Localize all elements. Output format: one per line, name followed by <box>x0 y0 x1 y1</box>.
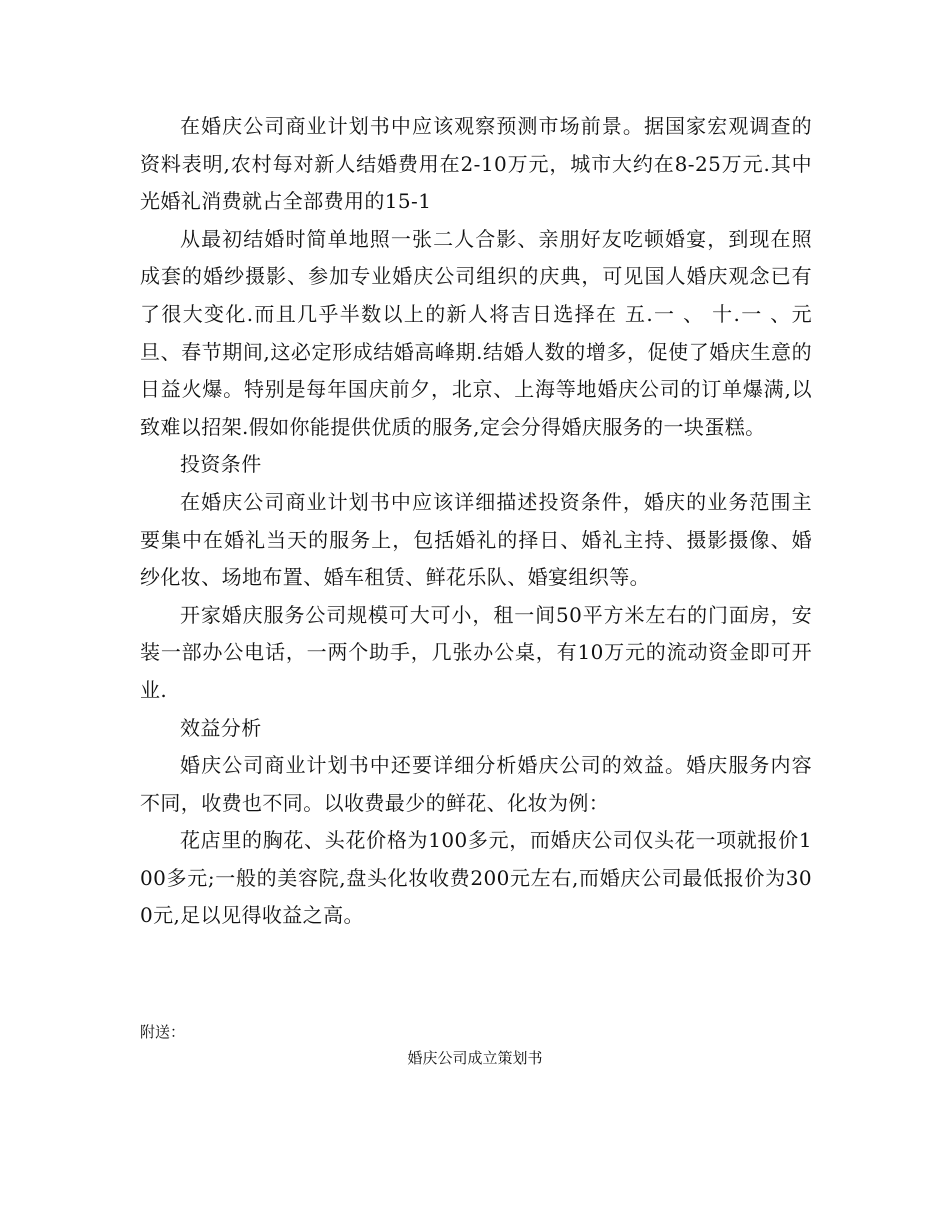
paragraph-startup-requirements: 开家婚庆服务公司规模可大可小，租一间50平方米左右的门面房，安装一部办公电话，一两个助手，几张办公桌，有10万元的流动资金即可开业. <box>140 602 812 702</box>
section-heading-benefit: 效益分析 <box>180 715 262 740</box>
paragraph-pricing-example: 花店里的胸花、头花价格为100多元，而婚庆公司仅头花一项就报价100多元;一般的美容院,盘头化妆收费200元左右,而婚庆公司最低报价为300元,足以见得收益之高。 <box>140 828 812 928</box>
paragraph-wedding-trends: 从最初结婚时简单地照一张二人合影、亲朋好友吃顿婚宴，到现在照成套的婚纱摄影、参加专业婚庆公司组织的庆典，可见国人婚庆观念已有了很大变化.而且几乎半数以上的新人将吉日选择在 五.一 、 十.一 、元旦、春节期间,这必定形成结婚高峰期.结婚人数的增多，促使了婚庆生意的日益火爆。特别是每年国庆前夕，北京、上海等地婚庆公司的订单爆满,以致难以招架.假如你能提供优质的服务,定会分得婚庆服务的一块蛋糕。 <box>140 226 812 439</box>
paragraph-benefit-intro: 婚庆公司商业计划书中还要详细分析婚庆公司的效益。婚庆服务内容不同，收费也不同。以收费最少的鲜花、化妆为例： <box>140 753 812 815</box>
appendix-label: 附送： <box>140 1023 186 1041</box>
paragraph-market-outlook: 在婚庆公司商业计划书中应该观察预测市场前景。据国家宏观调查的资料表明,农村每对新人结婚费用在2-10万元，城市大约在8-25万元.其中光婚礼消费就占全部费用的15-1 <box>140 114 812 214</box>
appendix-title: 婚庆公司成立策划书 <box>407 1049 543 1067</box>
document-body <box>140 108 812 935</box>
section-heading-investment: 投资条件 <box>180 452 262 477</box>
paragraph-investment-scope: 在婚庆公司商业计划书中应该详细描述投资条件，婚庆的业务范围主要集中在婚礼当天的服务上，包括婚礼的择日、婚礼主持、摄影摄像、婚纱化妆、场地布置、婚车租赁、鲜花乐队、婚宴组织等。 <box>140 489 812 590</box>
